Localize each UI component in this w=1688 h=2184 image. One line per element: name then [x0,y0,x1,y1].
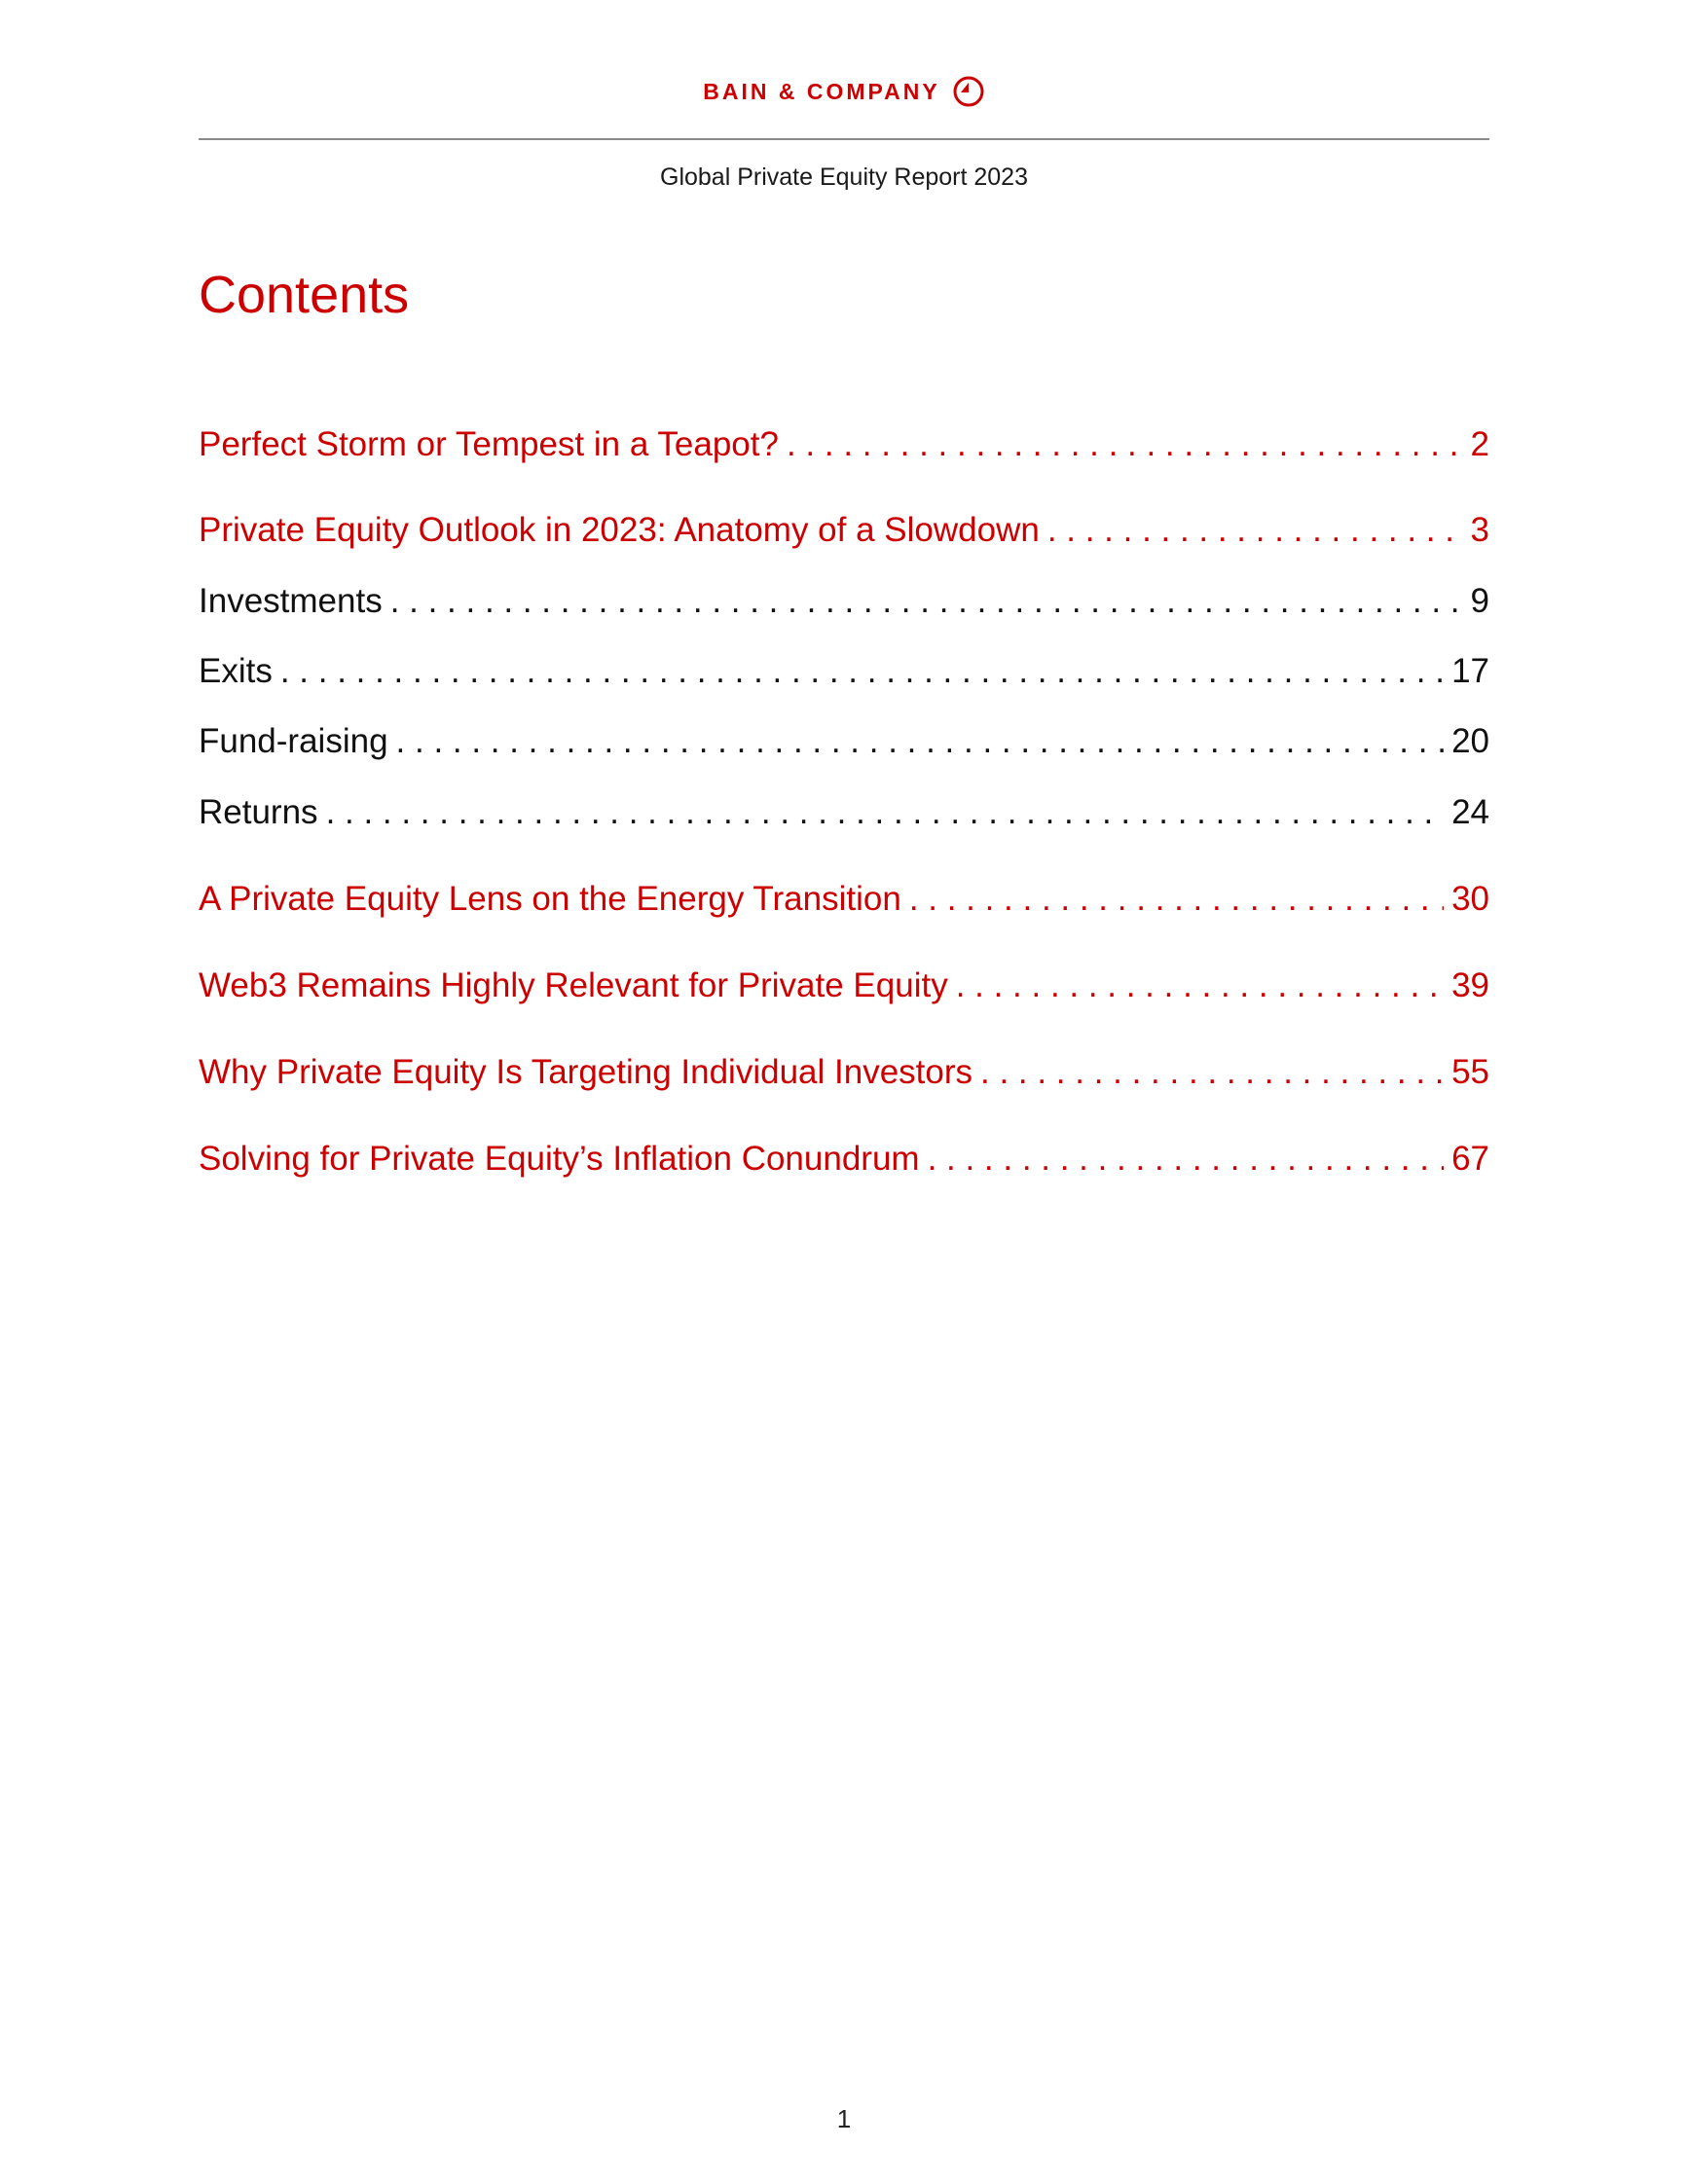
toc-entry-page: 30 [1451,880,1489,918]
toc-entry-page: 55 [1451,1053,1489,1091]
toc-entry-web3[interactable] [199,966,1489,1011]
bain-logo-icon [952,75,985,108]
toc-leader-dots [787,425,1463,464]
toc-entry-label: Fund-raising [199,722,388,760]
toc-entry-page: 20 [1451,722,1489,760]
toc-entry-label: Solving for Private Equity’s Inflation Conundrum [199,1140,920,1178]
toc-entry-page: 24 [1451,793,1489,831]
toc-entry-label: Returns [199,793,318,831]
toc-entry-label: Exits [199,652,273,690]
brand-name: BAIN & COMPANY [703,78,940,104]
toc-entry-label: Perfect Storm or Tempest in a Teapot? [199,425,779,463]
toc-entry-label: Why Private Equity Is Targeting Individual Investors [199,1053,973,1091]
toc-entry-page: 39 [1451,966,1489,1004]
toc-leader-dots [396,722,1445,761]
toc-entry-page: 3 [1470,511,1489,549]
toc-entry-label: A Private Equity Lens on the Energy Transition [199,880,901,918]
toc-leader-dots [909,880,1444,919]
report-title: Global Private Equity Report 2023 [660,164,1028,191]
toc-entry-outlook-2023[interactable] [199,511,1489,556]
toc-leader-dots [1047,511,1463,550]
toc-entry-perfect-storm[interactable] [199,425,1489,470]
toc-entry-exits[interactable] [199,652,1489,697]
toc-entry-investments[interactable] [199,582,1489,627]
toc-entry-page: 17 [1451,652,1489,690]
toc-entry-label: Private Equity Outlook in 2023: Anatomy of a Slowdown [199,511,1040,549]
toc-leader-dots [928,1140,1444,1179]
toc-entry-fund-raising[interactable] [199,722,1489,767]
page-number: 1 [836,2104,852,2133]
brand-header [0,72,1688,111]
toc-leader-dots [280,652,1444,691]
toc-leader-dots [980,1053,1444,1092]
toc-entry-page: 2 [1470,425,1489,463]
header-divider [199,138,1489,140]
toc-leader-dots [956,966,1444,1005]
toc-entry-inflation-conundrum[interactable] [199,1140,1489,1184]
toc-leader-dots [326,793,1445,832]
contents-heading: Contents [199,266,410,324]
toc-entry-energy-transition[interactable] [199,880,1489,925]
toc-entry-page: 67 [1451,1140,1489,1178]
toc-entry-individual-investors[interactable] [199,1053,1489,1098]
toc-leader-dots [390,582,1463,621]
toc-entry-label: Web3 Remains Highly Relevant for Private Equity [199,966,948,1004]
toc-entry-label: Investments [199,582,383,620]
toc-entry-page: 9 [1470,582,1489,620]
toc-entry-returns[interactable] [199,793,1489,838]
